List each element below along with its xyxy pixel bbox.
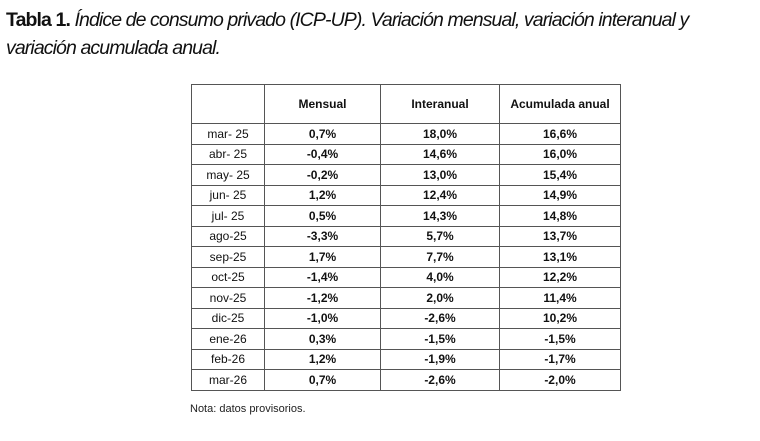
row-mensual: 0,5% — [265, 206, 381, 227]
row-period: oct-25 — [192, 267, 265, 288]
row-acumulada: 16,6% — [500, 124, 621, 145]
row-interanual: 2,0% — [381, 288, 500, 309]
row-interanual: 5,7% — [381, 226, 500, 247]
row-acumulada: 12,2% — [500, 267, 621, 288]
table-body — [192, 124, 621, 391]
row-period: dic-25 — [192, 308, 265, 329]
row-acumulada: 13,7% — [500, 226, 621, 247]
header-acumulada-anual: Acumulada anual — [500, 85, 621, 124]
row-mensual: 0,3% — [265, 329, 381, 350]
row-period: ene-26 — [192, 329, 265, 350]
row-period: mar-26 — [192, 370, 265, 391]
row-interanual: 4,0% — [381, 267, 500, 288]
row-period: ago-25 — [192, 226, 265, 247]
table-row — [192, 226, 621, 247]
row-mensual: 1,7% — [265, 247, 381, 268]
table-row — [192, 370, 621, 391]
caption-label: Tabla 1. — [6, 9, 70, 31]
row-interanual: -1,9% — [381, 349, 500, 370]
row-period: jun- 25 — [192, 185, 265, 206]
row-acumulada: 15,4% — [500, 165, 621, 186]
row-interanual: 14,6% — [381, 144, 500, 165]
row-acumulada: -2,0% — [500, 370, 621, 391]
row-mensual: -0,4% — [265, 144, 381, 165]
row-interanual: -2,6% — [381, 370, 500, 391]
row-period: mar- 25 — [192, 124, 265, 145]
header-interanual: Interanual — [381, 85, 500, 124]
row-mensual: 1,2% — [265, 349, 381, 370]
table-row — [192, 267, 621, 288]
row-period: jul- 25 — [192, 206, 265, 227]
table-caption — [6, 6, 756, 62]
row-period: abr- 25 — [192, 144, 265, 165]
row-acumulada: 14,9% — [500, 185, 621, 206]
table-row — [192, 124, 621, 145]
table-row — [192, 144, 621, 165]
row-mensual: -3,3% — [265, 226, 381, 247]
table-note: Nota: datos provisorios. — [190, 403, 306, 415]
row-period: may- 25 — [192, 165, 265, 186]
row-acumulada: 14,8% — [500, 206, 621, 227]
row-period: nov-25 — [192, 288, 265, 309]
table-row — [192, 288, 621, 309]
table-row — [192, 349, 621, 370]
row-mensual: -1,2% — [265, 288, 381, 309]
row-acumulada: -1,5% — [500, 329, 621, 350]
row-acumulada: -1,7% — [500, 349, 621, 370]
row-acumulada: 13,1% — [500, 247, 621, 268]
row-interanual: 7,7% — [381, 247, 500, 268]
row-interanual: 18,0% — [381, 124, 500, 145]
table-row — [192, 185, 621, 206]
consumption-index-table — [191, 84, 621, 391]
row-mensual: 1,2% — [265, 185, 381, 206]
row-interanual: -2,6% — [381, 308, 500, 329]
header-period — [192, 85, 265, 124]
row-mensual: -0,2% — [265, 165, 381, 186]
row-period: feb-26 — [192, 349, 265, 370]
row-interanual: 14,3% — [381, 206, 500, 227]
table-header-row — [192, 85, 621, 124]
header-mensual: Mensual — [265, 85, 381, 124]
table-row — [192, 247, 621, 268]
row-acumulada: 10,2% — [500, 308, 621, 329]
table-row — [192, 308, 621, 329]
table-row — [192, 165, 621, 186]
row-acumulada: 11,4% — [500, 288, 621, 309]
row-interanual: 13,0% — [381, 165, 500, 186]
caption-text: Índice de consumo privado (ICP-UP). Variación mensual, variación interanual y variación acumulada anual. — [6, 9, 689, 59]
row-mensual: -1,0% — [265, 308, 381, 329]
row-mensual: -1,4% — [265, 267, 381, 288]
row-mensual: 0,7% — [265, 370, 381, 391]
table-row — [192, 329, 621, 350]
table-row — [192, 206, 621, 227]
row-interanual: 12,4% — [381, 185, 500, 206]
row-acumulada: 16,0% — [500, 144, 621, 165]
row-period: sep-25 — [192, 247, 265, 268]
row-interanual: -1,5% — [381, 329, 500, 350]
row-mensual: 0,7% — [265, 124, 381, 145]
